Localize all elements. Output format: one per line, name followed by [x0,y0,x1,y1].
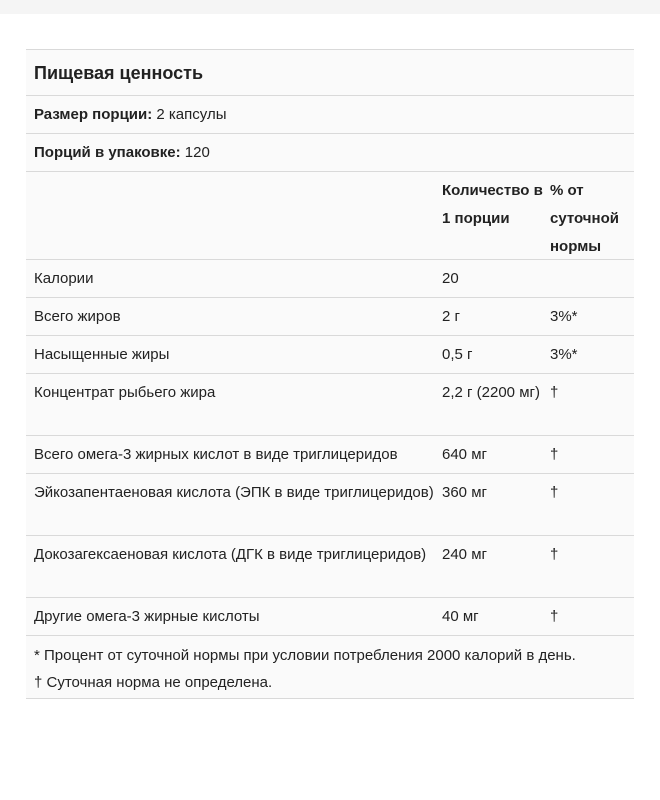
nutrient-amount: 20 [442,270,459,287]
servings-per-container-row [26,134,634,172]
nutrient-amount: 40 мг [442,608,479,625]
header-amount: Количество в 1 порции [442,182,543,227]
nutrient-row [26,536,634,598]
servings-label: Порций в упаковке: [34,144,181,161]
nutrient-amount: 2,2 г (2200 мг) [442,384,540,401]
nutrient-name: Эйкозапентаеновая кислота (ЭПК в виде триглицеридов) [34,484,434,501]
nutrient-name: Всего жиров [34,308,121,325]
footnote-daily-value: * Процент от суточной нормы при условии потребления 2000 калорий в день. [34,647,576,664]
servings-value: 120 [184,144,210,161]
nutrient-row [26,298,634,336]
footnotes [26,636,634,698]
nutrient-daily-value: 3%* [550,308,578,325]
nutrient-daily-value: † [550,608,559,625]
nutrient-daily-value: † [550,484,559,501]
nutrient-name: Другие омега-3 жирные кислоты [34,608,260,625]
nutrient-row [26,260,634,298]
top-strip [0,0,660,14]
nutrient-row [26,598,634,636]
nutrient-daily-value: 3%* [550,346,578,363]
nutrition-header-row [26,172,634,260]
header-daily-value: % от суточной нормы [550,182,619,255]
nutrient-row [26,374,634,436]
serving-size-value: 2 капсулы [156,106,227,123]
nutrient-name: Всего омега-3 жирных кислот в виде триглицеридов [34,446,398,463]
nutrient-row [26,474,634,536]
nutrient-row [26,436,634,474]
nutrient-row [26,336,634,374]
nutrient-daily-value: † [550,384,559,401]
serving-size-label: Размер порции: [34,106,153,123]
nutrient-amount: 360 мг [442,484,487,501]
footnote-not-established: † Суточная норма не определена. [34,674,273,691]
serving-size-row [26,96,634,134]
nutrition-title: Пищевая ценность [26,50,634,96]
nutrient-name: Насыщенные жиры [34,346,170,363]
nutrient-amount: 0,5 г [442,346,473,363]
nutrient-daily-value: † [550,546,559,563]
nutrient-amount: 240 мг [442,546,487,563]
nutrient-daily-value: † [550,446,559,463]
nutrient-name: Калории [34,270,94,287]
nutrient-name: Концентрат рыбьего жира [34,384,216,401]
nutrient-name: Докозагексаеновая кислота (ДГК в виде триглицеридов) [34,546,427,563]
nutrition-facts-panel [26,49,634,699]
nutrient-amount: 640 мг [442,446,487,463]
nutrient-amount: 2 г [442,308,460,325]
